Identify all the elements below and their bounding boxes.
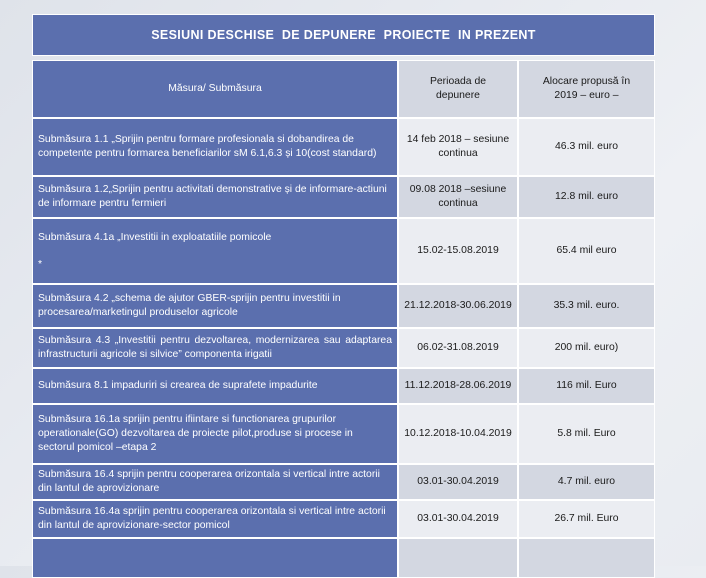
column-header-measure: Măsura/ Submăsura [32,60,398,118]
table-row [32,404,655,464]
cell-allocation: 35.3 mil. euro. [518,284,655,328]
cell-measure: Submăsura 16.4a sprijin pentru cooperarea orizontala si vertical intre actorii din lantul de aprovizionare-sector pomicol [32,500,398,538]
cell-allocation: 65.4 mil euro [518,218,655,284]
table-row [32,500,655,538]
cell-period: 15.02-15.08.2019 [398,218,518,284]
cell-measure: Submăsura 8.1 impaduriri si crearea de suprafete impadurite [32,368,398,404]
cell-allocation: 5.8 mil. Euro [518,404,655,464]
cell-allocation: 4.7 mil. euro [518,464,655,500]
page-title: SESIUNI DESCHISE DE DEPUNERE PROIECTE IN PREZENT [151,28,536,42]
table-row [32,538,655,578]
cell-measure: Submăsura 4.3 „Investitii pentru dezvoltarea, modernizarea sau adaptarea infrastructurii agricole si silvice” componenta irigatii [32,328,398,368]
sessions-table [32,60,655,578]
cell-measure [32,538,398,578]
cell-allocation: 116 mil. Euro [518,368,655,404]
table-row [32,328,655,368]
cell-period: 14 feb 2018 – sesiune continua [398,118,518,176]
cell-allocation: 46.3 mil. euro [518,118,655,176]
cell-allocation: 200 mil. euro) [518,328,655,368]
column-header-allocation: Alocare propusă în 2019 – euro – [518,60,655,118]
cell-period: 06.02-31.08.2019 [398,328,518,368]
cell-measure: Submăsura 16.1a sprijin pentru ifiintare si functionarea grupurilor operationale(GO) dezvoltarea de proiecte pilot,produse si procese in sectorul pomicol –etapa 2 [32,404,398,464]
cell-period: 03.01-30.04.2019 [398,464,518,500]
cell-period: 09.08 2018 –sesiune continua [398,176,518,218]
cell-measure: Submăsura 4.1a „Investitii in exploatatiile pomicole * [32,218,398,284]
cell-period: 10.12.2018-10.04.2019 [398,404,518,464]
table-header-row [32,60,655,118]
cell-period [398,538,518,578]
table-row [32,464,655,500]
cell-measure: Submăsura 4.2 „schema de ajutor GBER-sprijin pentru investitii in procesarea/marketingul produselor agricole [32,284,398,328]
cell-allocation: 26.7 mil. Euro [518,500,655,538]
table-row [32,176,655,218]
cell-measure: Submăsura 16.4 sprijin pentru cooperarea orizontala si vertical intre actorii din lantul de aprovizionare [32,464,398,500]
table-row [32,284,655,328]
cell-period: 03.01-30.04.2019 [398,500,518,538]
cell-period: 11.12.2018-28.06.2019 [398,368,518,404]
cell-measure: Submăsura 1.2„Sprijin pentru activitati demonstrative și de informare-actiuni de informare pentru fermieri [32,176,398,218]
cell-allocation [518,538,655,578]
column-header-period: Perioada de depunere [398,60,518,118]
table-row [32,218,655,284]
table-row [32,118,655,176]
slide-title-banner [32,14,655,56]
cell-measure: Submăsura 1.1 „Sprijin pentru formare profesionala si dobandirea de competente pentru formarea beneficiarilor sM 6.1,6.3 și 10(cost standard) [32,118,398,176]
table-row [32,368,655,404]
table-body [32,60,655,578]
cell-allocation: 12.8 mil. euro [518,176,655,218]
cell-period: 21.12.2018-30.06.2019 [398,284,518,328]
footnote-asterisk: * [38,258,43,270]
